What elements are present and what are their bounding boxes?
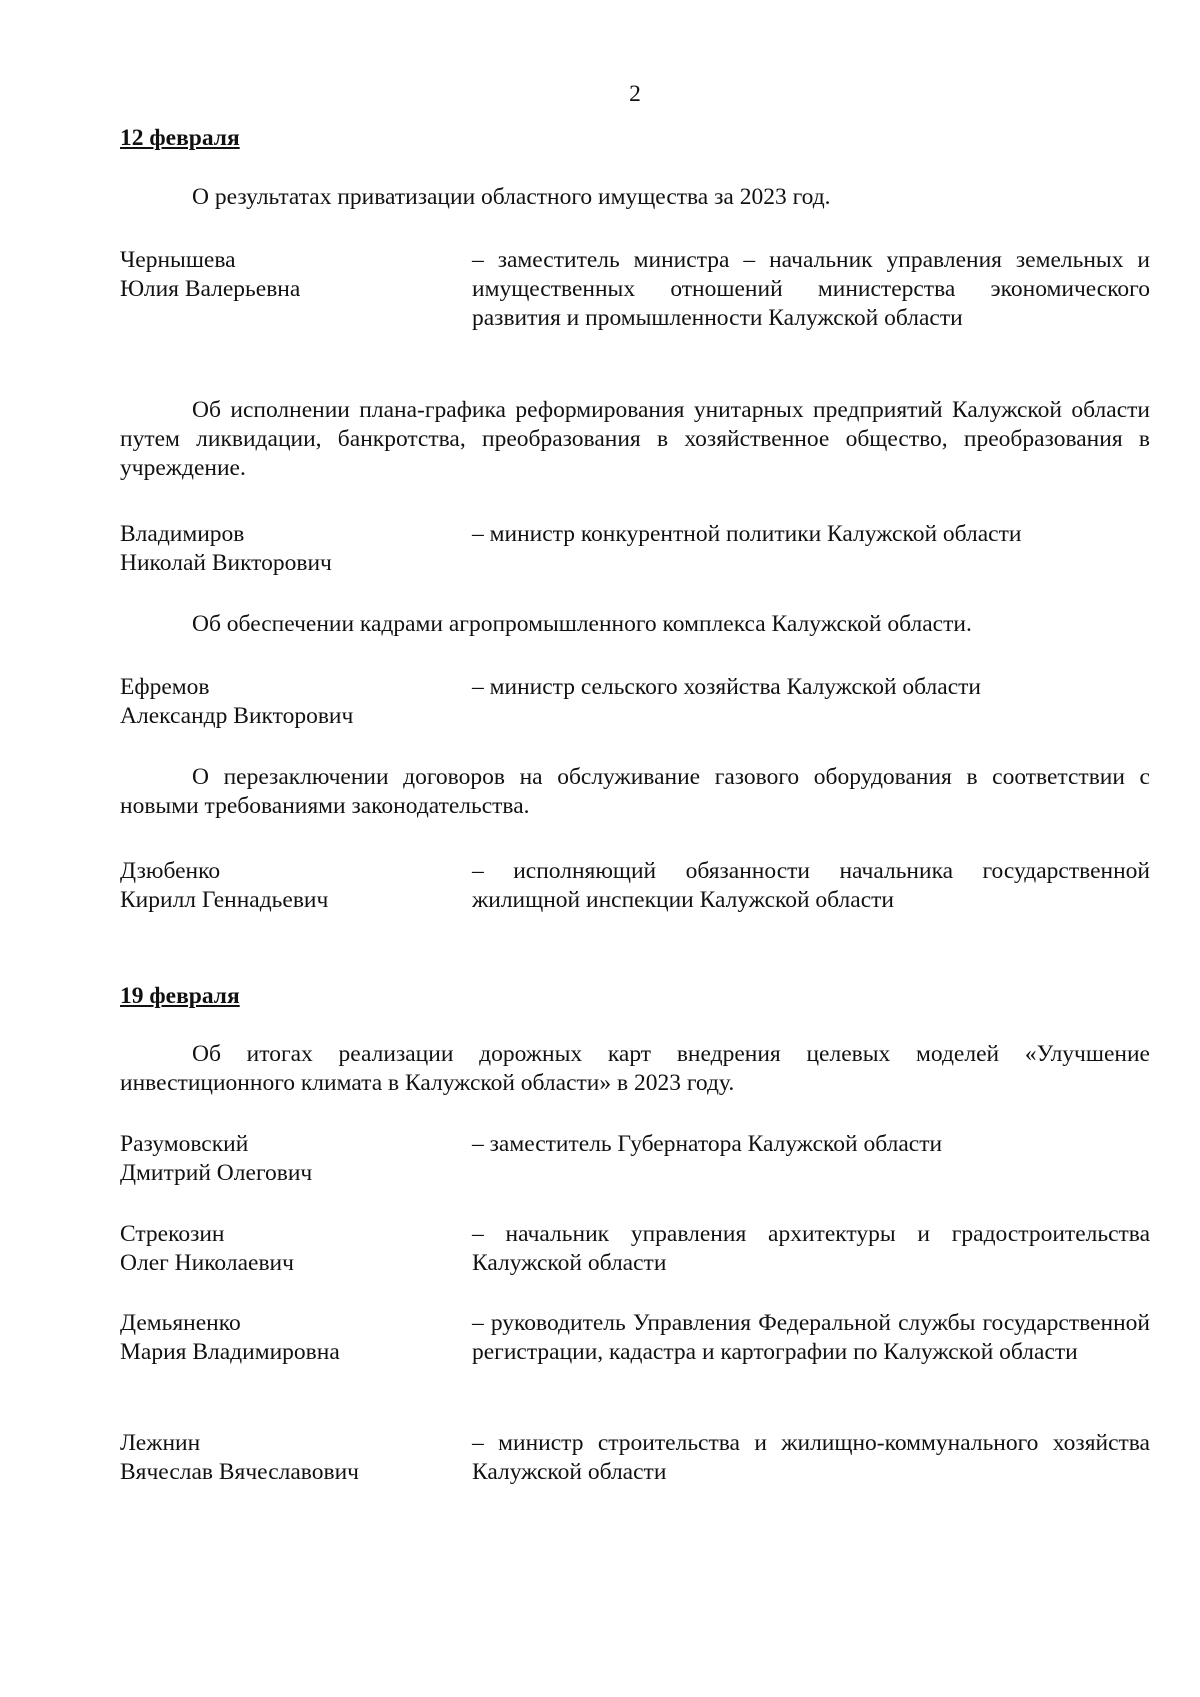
speaker-given-names: Кирилл Геннадьевич [120, 887, 329, 913]
date-heading-feb-12: 12 февраля [120, 125, 240, 151]
speaker-surname: Владимиров [120, 521, 245, 547]
agenda-topic: О результатах приватизации областного имущества за 2023 год. [192, 184, 831, 210]
speaker-surname: Ефремов [120, 674, 210, 700]
speaker-name [120, 857, 450, 915]
agenda-topic: О перезаключении договоров на обслуживание газового оборудования в соответствии с новыми требованиями законодательства. [120, 764, 1150, 819]
page-number: 2 [629, 81, 641, 107]
speaker-position: – заместитель министра – начальник управления земельных и имущественных отношений министерства экономического развития и промышленности Калужской области [472, 247, 1150, 331]
speaker-position: – заместитель Губернатора Калужской области [472, 1131, 943, 1157]
speaker-given-names: Олег Николаевич [120, 1250, 294, 1276]
speaker-name [120, 520, 450, 578]
speaker-given-names: Дмитрий Олегович [120, 1160, 313, 1186]
speaker-given-names: Мария Владимировна [120, 1339, 340, 1365]
speaker-position: – министр строительства и жилищно-коммунального хозяйства Калужской области [472, 1430, 1150, 1485]
speaker-name [120, 1429, 450, 1487]
speaker-position: – руководитель Управления Федеральной службы государственной регистрации, кадастра и картографии по Калужской области [472, 1310, 1150, 1365]
speaker-position: – министр сельского хозяйства Калужской области [472, 674, 981, 700]
speaker-given-names: Юлия Валерьевна [120, 276, 301, 302]
speaker-name [120, 1130, 450, 1188]
speaker-given-names: Вячеслав Вячеславович [120, 1459, 359, 1485]
speaker-name [120, 1309, 450, 1367]
speaker-given-names: Александр Викторович [120, 703, 354, 729]
speaker-name [120, 246, 450, 304]
speaker-name [120, 1220, 450, 1278]
agenda-topic: Об обеспечении кадрами агропромышленного комплекса Калужской области. [192, 611, 972, 637]
agenda-topic: Об итогах реализации дорожных карт внедрения целевых моделей «Улучшение инвестиционного климата в Калужской области» в 2023 году. [120, 1041, 1150, 1096]
speaker-given-names: Николай Викторович [120, 550, 332, 576]
speaker-position: – начальник управления архитектуры и градостроительства Калужской области [472, 1221, 1150, 1276]
speaker-position: – министр конкурентной политики Калужской области [472, 521, 1022, 547]
speaker-name [120, 673, 450, 731]
speaker-surname: Стрекозин [120, 1221, 225, 1247]
date-heading-feb-19: 19 февраля [120, 983, 240, 1009]
speaker-surname: Разумовский [120, 1131, 249, 1157]
agenda-topic: Об исполнении плана-графика реформирования унитарных предприятий Калужской области путем ликвидации, банкротства, преобразования в хозяйственное общество, преобразования в учреждение. [120, 397, 1150, 481]
speaker-surname: Демьяненко [120, 1310, 241, 1336]
speaker-surname: Чернышева [120, 247, 236, 273]
speaker-position: – исполняющий обязанности начальника государственной жилищной инспекции Калужской области [472, 858, 1150, 913]
speaker-surname: Лежнин [120, 1430, 201, 1456]
speaker-surname: Дзюбенко [120, 858, 221, 884]
